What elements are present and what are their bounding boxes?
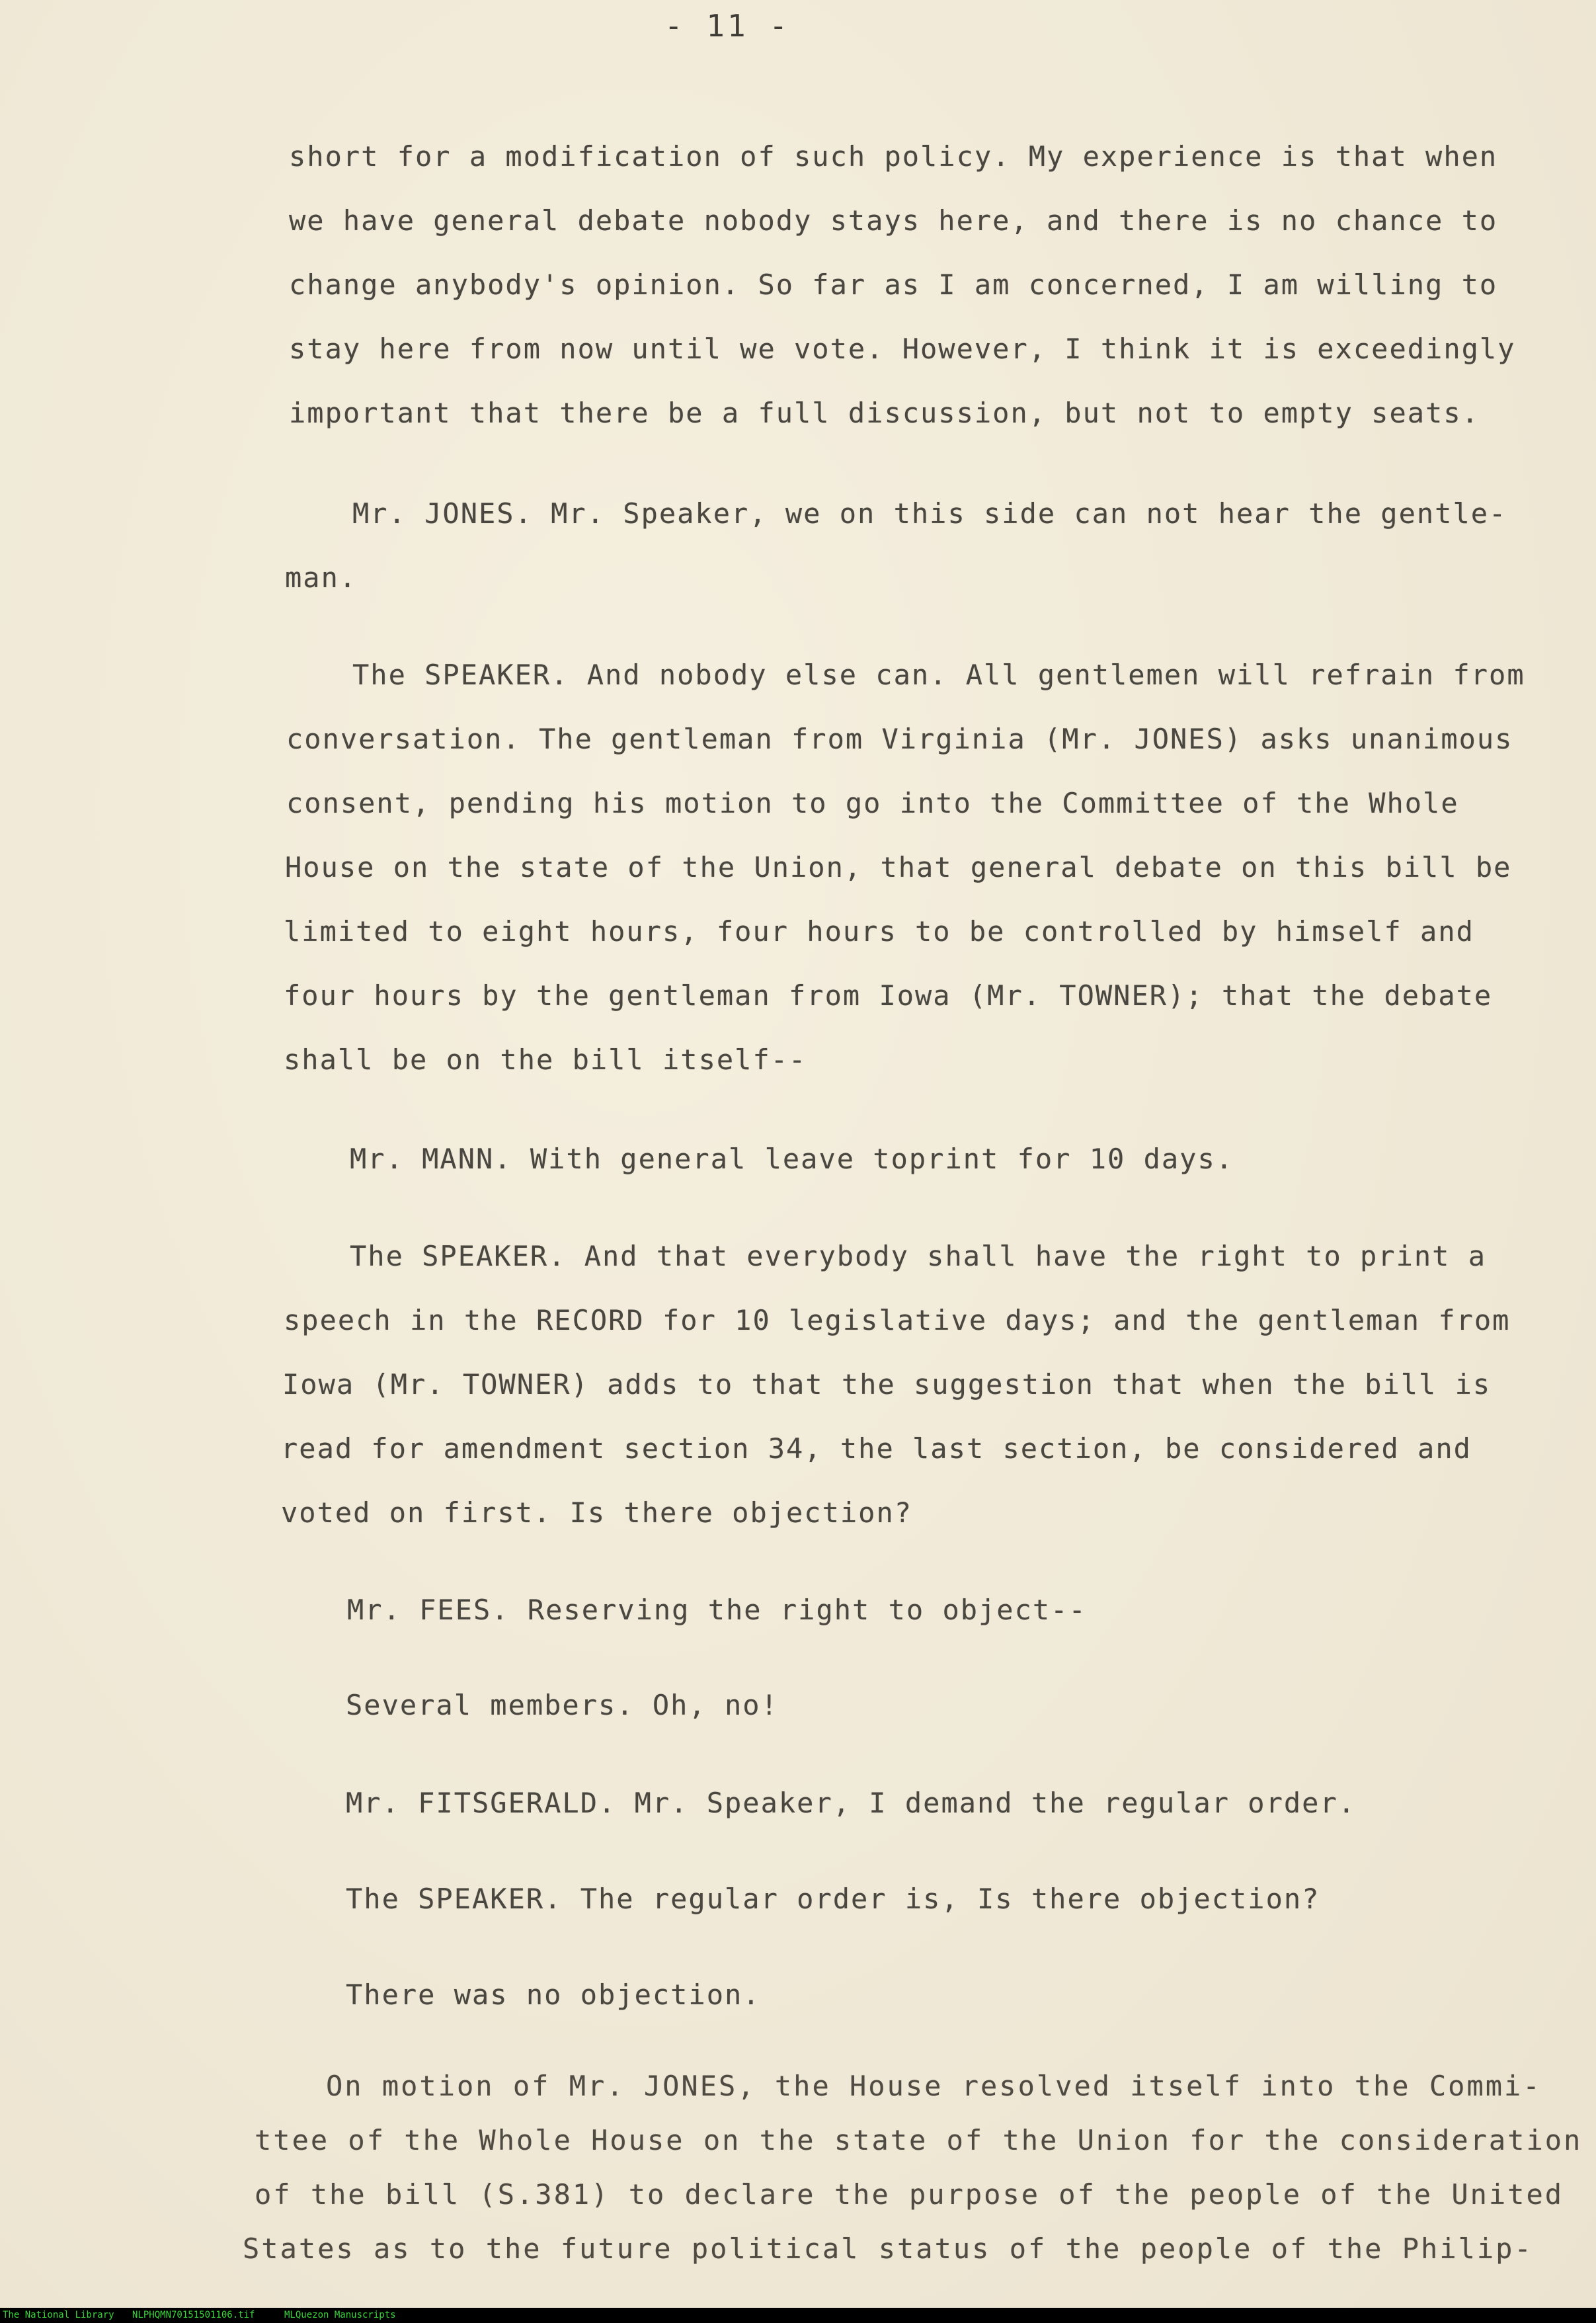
text-line: Several members. Oh, no! — [346, 1689, 779, 1721]
text-line: States as to the future political status of the people of the Philip- — [243, 2232, 1533, 2265]
text-line: Mr. FITSGERALD. Mr. Speaker, I demand the regular order. — [346, 1787, 1357, 1819]
text-line: Mr. JONES. Mr. Speaker, we on this side can not hear the gentle- — [352, 497, 1507, 530]
text-line: limited to eight hours, four hours to be controlled by himself and — [284, 915, 1474, 948]
text-line: On motion of Mr. JONES, the House resolved itself into the Commi- — [326, 2070, 1542, 2102]
text-line: The SPEAKER. And nobody else can. All gentlemen will refrain from — [352, 659, 1525, 691]
text-line: man. — [285, 561, 358, 594]
text-line: consent, pending his motion to go into the Committee of the Whole — [286, 787, 1459, 819]
text-line: we have general debate nobody stays here, and there is no chance to — [289, 204, 1498, 237]
text-line: Mr. FEES. Reserving the right to object-- — [347, 1594, 1087, 1626]
text-line: four hours by the gentleman from Iowa (Mr. TOWNER); that the debate — [284, 979, 1493, 1012]
text-line: of the bill (S.381) to declare the purpose of the people of the United — [255, 2178, 1564, 2211]
text-line: stay here from now until we vote. However, I think it is exceedingly — [289, 333, 1516, 365]
text-line: important that there be a full discussion, but not to empty seats. — [289, 397, 1480, 429]
scan-footer — [0, 2308, 1596, 2323]
page-number: - 11 - — [664, 8, 791, 44]
text-line: voted on first. Is there objection? — [281, 1496, 913, 1529]
footer-collection: MLQuezon Manuscripts — [284, 2310, 396, 2320]
text-line: speech in the RECORD for 10 legislative days; and the gentleman from — [284, 1304, 1511, 1336]
text-line: short for a modification of such policy. My experience is that when — [289, 140, 1498, 173]
footer-file: NLPHQMN70151501106.tif — [132, 2310, 255, 2320]
text-line: Mr. MANN. With general leave toprint for 10 days. — [350, 1143, 1234, 1175]
footer-library: The National Library — [3, 2310, 114, 2320]
text-line: House on the state of the Union, that general debate on this bill be — [285, 851, 1512, 883]
text-line: shall be on the bill itself-- — [284, 1043, 807, 1076]
text-line: read for amendment section 34, the last section, be considered and — [281, 1432, 1472, 1465]
text-line: conversation. The gentleman from Virginia (Mr. JONES) asks unanimous — [286, 723, 1513, 755]
text-line: change anybody's opinion. So far as I am concerned, I am willing to — [289, 268, 1498, 301]
text-line: The SPEAKER. And that everybody shall have the right to print a — [350, 1240, 1487, 1272]
text-line: ttee of the Whole House on the state of the Union for the consideration — [255, 2124, 1583, 2156]
text-line: There was no objection. — [346, 1978, 761, 2011]
text-line: Iowa (Mr. TOWNER) adds to that the suggestion that when the bill is — [282, 1368, 1492, 1401]
text-line: The SPEAKER. The regular order is, Is there objection? — [346, 1883, 1320, 1915]
